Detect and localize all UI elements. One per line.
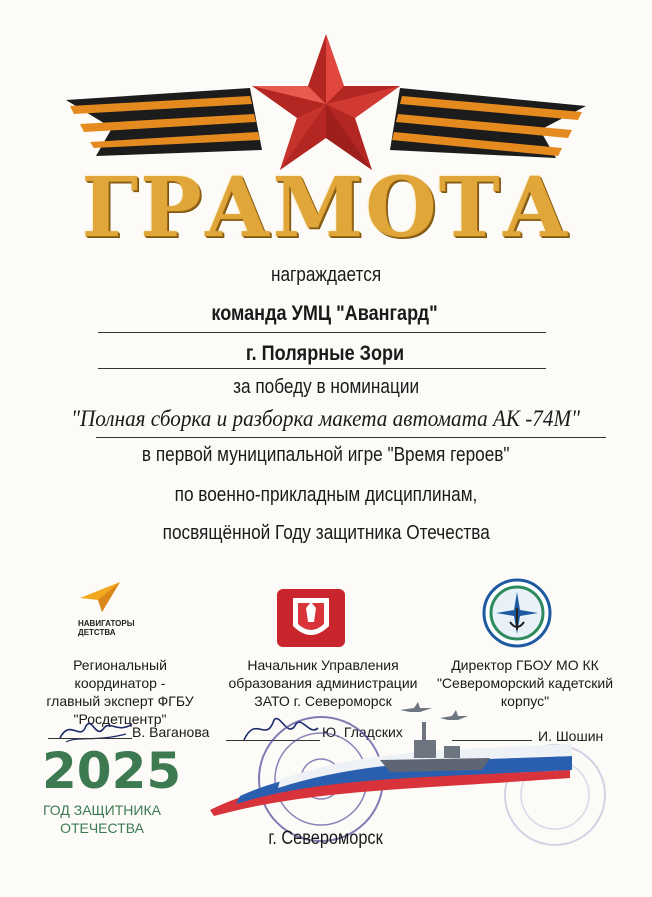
signer-3-title-line-3: корпус" (500, 693, 550, 709)
year-caption-line-1: ГОД ЗАЩИТНИКА (43, 802, 161, 818)
certificate-title: ГРАМОТА (81, 160, 571, 256)
awarded-label: награждается (270, 264, 382, 286)
cadet-corps-emblem-icon (482, 578, 552, 648)
signer-3-title-line-1: Директор ГБОУ МО КК (451, 657, 599, 673)
aircraft-icon (400, 702, 468, 720)
city-underline (98, 368, 546, 369)
for-victory-label: за победу в номинации (233, 376, 419, 398)
flag-ship-graphic (200, 700, 580, 830)
signer-1-name: В. Ваганова (132, 724, 210, 740)
signer-1-title-line-1: Региональный координатор - (73, 657, 167, 691)
navigators-logo-text: НАВИГАТОРЫ ДЕТСТВА (78, 619, 135, 637)
signer-2-name: Ю. Гладских (322, 724, 403, 740)
recipient-name: команда УМЦ "Авангард" (211, 302, 439, 325)
signer-1-title-line-3: "Росдетцентр" (73, 711, 167, 727)
red-star-icon (252, 34, 400, 170)
place-label: г. Североморск (268, 828, 384, 849)
year-number: 2025 (42, 742, 182, 800)
game-line: в первой муниципальной игре "Время героев" (142, 444, 510, 466)
year-caption-line-2: ОТЕЧЕСТВА (60, 820, 144, 836)
signer-1-sign-line (48, 738, 132, 739)
dedication-line: посвящённой Году защитника Отечества (162, 522, 490, 544)
left-ribbon-shape (66, 88, 262, 156)
paper-plane-icon (78, 580, 122, 614)
signer-3-title-line-2: "Североморский кадетский (436, 675, 614, 691)
signer-2-title-line-1: Начальник Управления (247, 657, 399, 673)
signer-1-title-line-2: главный эксперт ФГБУ (46, 693, 194, 709)
signer-2-title-line-3: ЗАТО г. Североморск (254, 693, 392, 709)
nomination-title: "Полная сборка и разборка макета автомата АК -74М" (71, 406, 581, 431)
warship-icon (380, 722, 490, 772)
nomination-underline (96, 437, 606, 438)
recipient-underline (98, 332, 546, 333)
discipline-line: по военно-прикладным дисциплинам, (174, 484, 478, 506)
signer-3-name: И. Шошин (538, 728, 604, 744)
recipient-city: г. Полярные Зори (245, 342, 405, 365)
right-ribbon-shape (390, 88, 586, 158)
coat-of-arms-icon (276, 588, 346, 648)
navigators-logo (78, 580, 158, 637)
signer-2-title-line-2: образования администрации (228, 675, 418, 691)
ribbon-star-emblem (0, 0, 652, 170)
